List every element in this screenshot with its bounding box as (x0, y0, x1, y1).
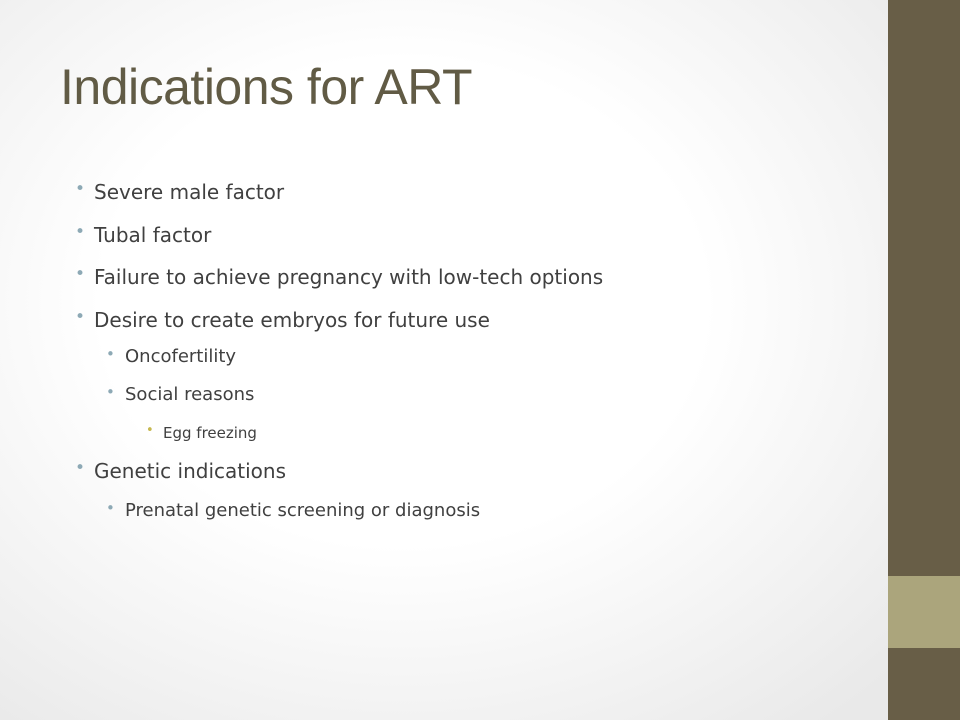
bullet-icon: • (106, 383, 115, 401)
bullet-item (75, 222, 212, 247)
bullet-text: Tubal factor (94, 223, 212, 247)
bullet-text: Prenatal genetic screening or diagnosis (125, 500, 481, 521)
bullet-item (75, 458, 287, 483)
bullet-icon: • (75, 179, 86, 199)
bullet-icon: • (75, 264, 86, 284)
decorative-sidebar-accent (888, 576, 960, 648)
bullet-icon: • (75, 307, 86, 327)
bullet-text: Oncofertility (125, 346, 237, 367)
bullet-text: Social reasons (125, 384, 255, 405)
sub-bullet-item (106, 383, 255, 405)
bullet-icon: • (75, 222, 86, 242)
bullet-text: Egg freezing (163, 424, 257, 442)
bullet-text: Desire to create embryos for future use (94, 308, 490, 332)
bullet-text: Failure to achieve pregnancy with low-tech options (94, 265, 604, 289)
sub-bullet-item (106, 345, 237, 367)
bullet-icon: • (106, 499, 115, 517)
bullet-icon: • (106, 345, 115, 363)
sub-bullet-item (106, 499, 481, 521)
bullet-text: Severe male factor (94, 180, 285, 204)
sub-sub-bullet-item (146, 423, 257, 442)
bullet-icon: • (146, 423, 154, 438)
bullet-item (75, 179, 285, 204)
bullet-text: Genetic indications (94, 459, 287, 483)
bullet-item (75, 264, 604, 289)
slide-title: Indications for ART (60, 59, 473, 115)
bullet-icon: • (75, 458, 86, 478)
bullet-item (75, 307, 490, 332)
